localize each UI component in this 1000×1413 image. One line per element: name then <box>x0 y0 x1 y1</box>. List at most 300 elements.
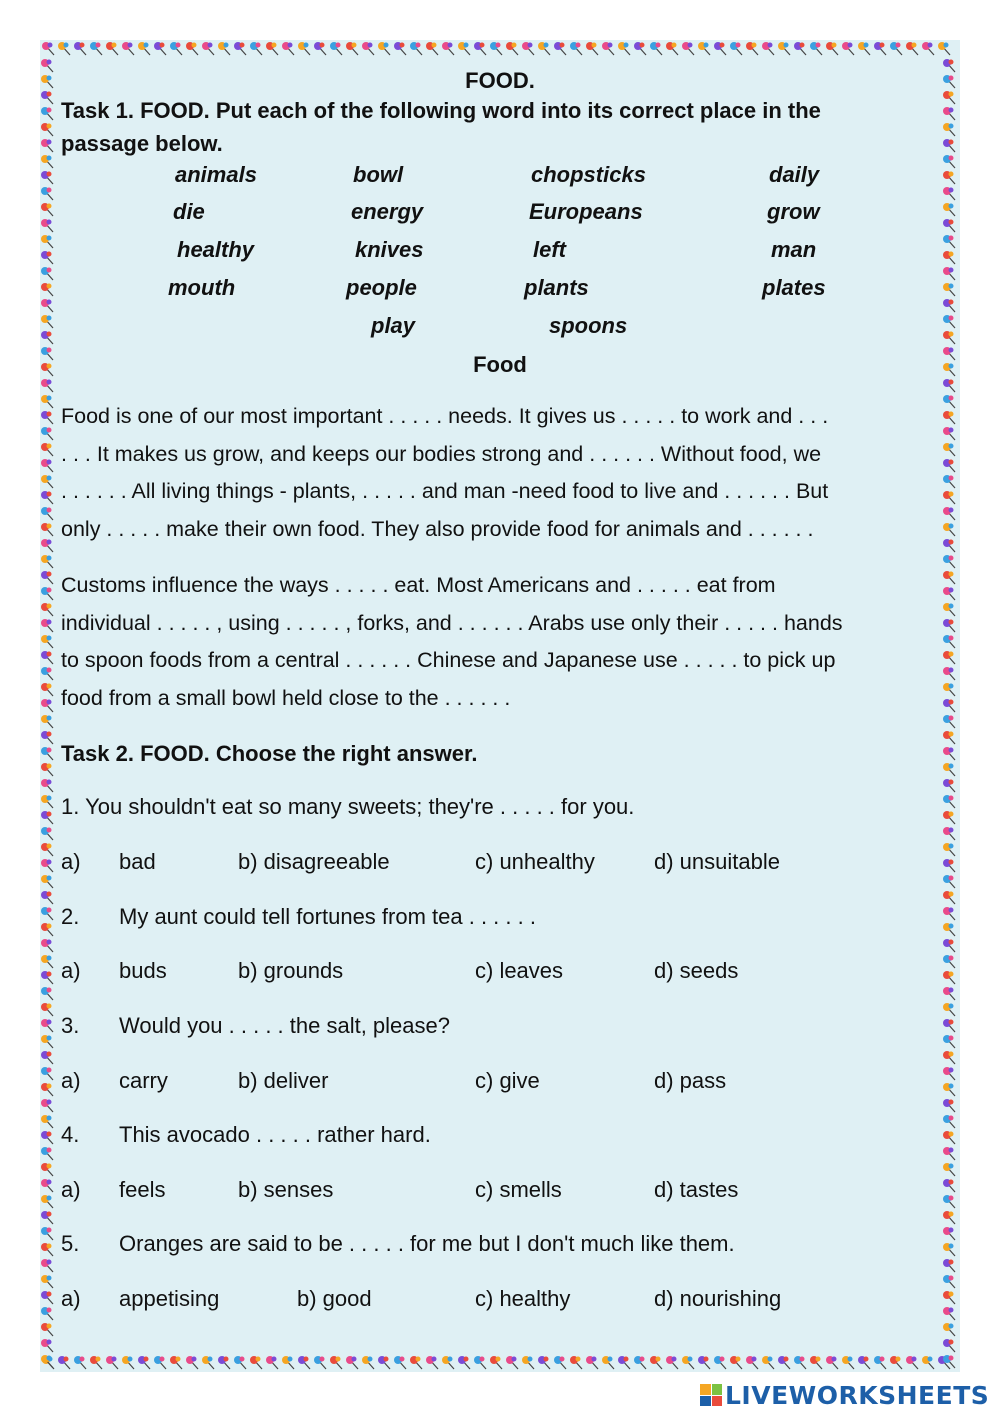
border-candy-icon <box>41 1147 53 1160</box>
border-candy-icon <box>266 1356 278 1369</box>
border-candy-icon <box>714 1356 726 1369</box>
border-candy-icon <box>570 1356 582 1369</box>
border-candy-icon <box>943 283 955 296</box>
border-candy-icon <box>298 1356 310 1369</box>
border-candy-icon <box>943 1051 955 1064</box>
border-candy-icon <box>943 459 955 472</box>
border-candy-icon <box>874 42 886 55</box>
border-candy-icon <box>730 42 742 55</box>
border-candy-icon <box>298 42 310 55</box>
border-candy-icon <box>106 42 118 55</box>
border-candy-icon <box>154 1356 166 1369</box>
border-candy-icon <box>41 507 53 520</box>
border-candy-icon <box>41 459 53 472</box>
border-candy-icon <box>218 1356 230 1369</box>
option-b[interactable]: b) good <box>297 1286 372 1311</box>
option-c[interactable]: c) give <box>475 1068 540 1093</box>
border-candy-icon <box>943 683 955 696</box>
border-candy-icon <box>943 1035 955 1048</box>
border-candy-icon <box>41 75 53 88</box>
border-candy-icon <box>943 523 955 536</box>
border-candy-icon <box>202 1356 214 1369</box>
border-candy-icon <box>41 971 53 984</box>
border-candy-icon <box>41 683 53 696</box>
border-candy-icon <box>41 811 53 824</box>
border-candy-icon <box>943 59 955 72</box>
border-candy-icon <box>234 1356 246 1369</box>
word-bank-item: man <box>771 237 817 262</box>
option-b[interactable]: b) disagreeable <box>238 849 390 874</box>
border-candy-icon <box>602 42 614 55</box>
border-candy-icon <box>250 1356 262 1369</box>
liveworksheets-logo[interactable] <box>700 1378 989 1412</box>
question-number: 2. <box>61 904 80 929</box>
border-candy-icon <box>458 42 470 55</box>
border-candy-icon <box>842 1356 854 1369</box>
border-candy-icon <box>218 42 230 55</box>
border-candy-icon <box>154 42 166 55</box>
border-candy-icon <box>682 42 694 55</box>
border-candy-icon <box>943 923 955 936</box>
question-number: 5. <box>61 1231 80 1256</box>
border-candy-icon <box>41 1163 53 1176</box>
border-candy-icon <box>810 1356 822 1369</box>
border-candy-icon <box>943 395 955 408</box>
option-d[interactable]: d) seeds <box>654 958 739 983</box>
border-candy-icon <box>826 1356 838 1369</box>
border-candy-icon <box>943 475 955 488</box>
border-candy-icon <box>41 923 53 936</box>
border-candy-icon <box>842 42 854 55</box>
passage-line: Food is one of our most important . . . . . needs. It gives us . . . . . to work and . . . <box>61 404 829 428</box>
border-candy-icon <box>122 42 134 55</box>
border-candy-icon <box>41 379 53 392</box>
border-candy-icon <box>426 1356 438 1369</box>
border-candy-icon <box>41 747 53 760</box>
question-number: 3. <box>61 1013 80 1038</box>
border-candy-icon <box>186 42 198 55</box>
border-candy-icon <box>943 1307 955 1320</box>
option-a-label: a) <box>61 1286 81 1311</box>
border-candy-icon <box>41 443 53 456</box>
border-candy-icon <box>794 42 806 55</box>
word-bank-item: chopsticks <box>531 162 646 187</box>
border-candy-icon <box>41 411 53 424</box>
border-candy-icon <box>41 939 53 952</box>
border-candy-icon <box>943 827 955 840</box>
question-5 <box>61 1231 79 1257</box>
task2-heading: Task 2. FOOD. Choose the right answer. <box>61 741 478 766</box>
border-candy-icon <box>138 42 150 55</box>
border-candy-icon <box>41 619 53 632</box>
border-candy-icon <box>426 42 438 55</box>
border-candy-icon <box>282 42 294 55</box>
border-candy-icon <box>943 939 955 952</box>
border-candy-icon <box>943 1259 955 1272</box>
border-candy-icon <box>943 1195 955 1208</box>
border-candy-icon <box>890 42 902 55</box>
border-candy-icon <box>778 1356 790 1369</box>
border-candy-icon <box>943 299 955 312</box>
word-bank-item: spoons <box>549 313 628 338</box>
option-b[interactable]: b) senses <box>238 1177 334 1202</box>
border-candy-icon <box>943 507 955 520</box>
border-candy-icon <box>810 42 822 55</box>
border-candy-icon <box>41 1051 53 1064</box>
border-candy-icon <box>943 971 955 984</box>
border-candy-icon <box>943 1099 955 1112</box>
border-candy-icon <box>250 42 262 55</box>
border-candy-icon <box>41 987 53 1000</box>
border-candy-icon <box>41 795 53 808</box>
border-candy-icon <box>943 347 955 360</box>
border-candy-icon <box>41 667 53 680</box>
border-candy-icon <box>858 1356 870 1369</box>
border-candy-icon <box>74 1356 86 1369</box>
border-candy-icon <box>41 171 53 184</box>
border-candy-icon <box>41 1243 53 1256</box>
passage-line: only . . . . . make their own food. They also provide food for animals and . . . . . . <box>61 517 814 542</box>
border-candy-icon <box>122 1356 134 1369</box>
word-bank-item: animals <box>175 162 257 187</box>
border-candy-icon <box>586 42 598 55</box>
border-candy-icon <box>41 203 53 216</box>
border-candy-icon <box>943 651 955 664</box>
border-candy-icon <box>506 1356 518 1369</box>
border-candy-icon <box>943 587 955 600</box>
border-candy-icon <box>943 987 955 1000</box>
word-bank-item: mouth <box>168 275 236 300</box>
option-a[interactable]: feels <box>119 1177 166 1202</box>
border-candy-icon <box>943 619 955 632</box>
border-candy-icon <box>41 587 53 600</box>
border-candy-icon <box>634 1356 646 1369</box>
border-candy-icon <box>943 843 955 856</box>
border-candy-icon <box>522 1356 534 1369</box>
passage-line: food from a small bowl held close to the . . . . . . <box>61 686 511 711</box>
border-candy-icon <box>458 1356 470 1369</box>
border-candy-icon <box>943 1131 955 1144</box>
border-candy-icon <box>602 1356 614 1369</box>
question-2 <box>61 904 79 930</box>
decorative-border-top <box>40 40 960 58</box>
border-candy-icon <box>943 1339 955 1352</box>
border-candy-icon <box>943 907 955 920</box>
decorative-border-right <box>942 40 960 1372</box>
border-candy-icon <box>41 475 53 488</box>
border-candy-icon <box>330 42 342 55</box>
border-candy-icon <box>41 1003 53 1016</box>
liveworksheets-logo-icon <box>700 1384 722 1406</box>
border-candy-icon <box>378 42 390 55</box>
border-candy-icon <box>41 427 53 440</box>
border-candy-icon <box>826 42 838 55</box>
option-c[interactable]: c) leaves <box>475 958 564 983</box>
border-candy-icon <box>41 1067 53 1080</box>
border-candy-icon <box>943 1291 955 1304</box>
border-candy-icon <box>41 635 53 648</box>
border-candy-icon <box>943 795 955 808</box>
border-candy-icon <box>730 1356 742 1369</box>
border-candy-icon <box>522 42 534 55</box>
border-candy-icon <box>410 42 422 55</box>
border-candy-icon <box>41 1291 53 1304</box>
border-candy-icon <box>41 363 53 376</box>
border-candy-icon <box>943 203 955 216</box>
question-number: 1. <box>61 794 80 819</box>
border-candy-icon <box>943 763 955 776</box>
border-candy-icon <box>943 571 955 584</box>
passage-paragraph-1 <box>61 398 939 549</box>
border-candy-icon <box>922 42 934 55</box>
option-a[interactable]: carry <box>119 1068 168 1093</box>
passage-paragraph-2 <box>61 567 939 718</box>
border-candy-icon <box>682 1356 694 1369</box>
decorative-border-left <box>40 40 58 1372</box>
border-candy-icon <box>138 1356 150 1369</box>
border-candy-icon <box>943 859 955 872</box>
option-b[interactable]: b) grounds <box>238 958 344 983</box>
border-candy-icon <box>490 1356 502 1369</box>
border-candy-icon <box>346 42 358 55</box>
border-candy-icon <box>762 1356 774 1369</box>
border-candy-icon <box>378 1356 390 1369</box>
border-candy-icon <box>41 1211 53 1224</box>
border-candy-icon <box>943 171 955 184</box>
border-candy-icon <box>41 187 53 200</box>
border-candy-icon <box>943 219 955 232</box>
border-candy-icon <box>41 299 53 312</box>
border-candy-icon <box>538 1356 550 1369</box>
liveworksheets-logo-text: LIVEWORKSHEETS <box>725 1380 990 1410</box>
option-a-label: a) <box>61 849 81 874</box>
border-candy-icon <box>650 42 662 55</box>
word-bank-item: healthy <box>177 237 255 262</box>
word-bank-item: play <box>371 313 416 338</box>
border-candy-icon <box>890 1356 902 1369</box>
border-candy-icon <box>41 1307 53 1320</box>
border-candy-icon <box>330 1356 342 1369</box>
border-candy-icon <box>943 635 955 648</box>
border-candy-icon <box>41 763 53 776</box>
border-candy-icon <box>943 267 955 280</box>
question-text: You shouldn't eat so many sweets; they're . . . . . for you. <box>85 794 635 819</box>
border-candy-icon <box>943 1227 955 1240</box>
border-candy-icon <box>41 395 53 408</box>
word-bank-item: left <box>533 237 566 262</box>
border-candy-icon <box>282 1356 294 1369</box>
border-candy-icon <box>41 1035 53 1048</box>
border-candy-icon <box>41 555 53 568</box>
border-candy-icon <box>474 1356 486 1369</box>
option-c[interactable]: c) unhealthy <box>475 849 595 874</box>
word-bank-item: energy <box>351 199 424 224</box>
word-bank-item: people <box>346 275 417 300</box>
border-candy-icon <box>41 91 53 104</box>
border-candy-icon <box>943 1355 955 1368</box>
word-bank-item: die <box>173 199 205 224</box>
worksheet-title: FOOD. <box>465 68 535 93</box>
border-candy-icon <box>41 347 53 360</box>
border-candy-icon <box>922 1356 934 1369</box>
border-candy-icon <box>41 699 53 712</box>
border-candy-icon <box>41 571 53 584</box>
border-candy-icon <box>314 42 326 55</box>
border-candy-icon <box>943 427 955 440</box>
border-candy-icon <box>943 379 955 392</box>
option-a-label: a) <box>61 1177 81 1202</box>
border-candy-icon <box>943 1115 955 1128</box>
border-candy-icon <box>570 42 582 55</box>
border-candy-icon <box>41 827 53 840</box>
border-candy-icon <box>41 315 53 328</box>
border-candy-icon <box>943 187 955 200</box>
border-candy-icon <box>943 555 955 568</box>
border-candy-icon <box>314 1356 326 1369</box>
border-candy-icon <box>943 779 955 792</box>
border-candy-icon <box>943 139 955 152</box>
border-candy-icon <box>41 107 53 120</box>
option-a-label: a) <box>61 1068 81 1093</box>
border-candy-icon <box>943 1179 955 1192</box>
border-candy-icon <box>943 715 955 728</box>
border-candy-icon <box>943 747 955 760</box>
border-candy-icon <box>554 1356 566 1369</box>
border-candy-icon <box>943 411 955 424</box>
task1-heading-line2: passage below. <box>61 131 223 156</box>
border-candy-icon <box>41 539 53 552</box>
task1-heading-line1: Task 1. FOOD. Put each of the following word into its correct place in the <box>61 98 821 123</box>
border-candy-icon <box>362 1356 374 1369</box>
border-candy-icon <box>41 955 53 968</box>
option-a[interactable]: bad <box>119 849 156 874</box>
word-bank-item: plates <box>762 275 826 300</box>
border-candy-icon <box>41 1083 53 1096</box>
question-text: Would you . . . . . the salt, please? <box>119 1013 450 1038</box>
border-candy-icon <box>41 1099 53 1112</box>
border-candy-icon <box>41 523 53 536</box>
border-candy-icon <box>943 315 955 328</box>
border-candy-icon <box>650 1356 662 1369</box>
border-candy-icon <box>943 1163 955 1176</box>
border-candy-icon <box>538 42 550 55</box>
border-candy-icon <box>170 42 182 55</box>
border-candy-icon <box>943 1083 955 1096</box>
border-candy-icon <box>41 251 53 264</box>
border-candy-icon <box>943 731 955 744</box>
border-candy-icon <box>943 235 955 248</box>
border-candy-icon <box>90 1356 102 1369</box>
border-candy-icon <box>634 42 646 55</box>
border-candy-icon <box>666 42 678 55</box>
border-candy-icon <box>943 539 955 552</box>
option-d[interactable]: d) pass <box>654 1068 727 1093</box>
border-candy-icon <box>506 42 518 55</box>
border-candy-icon <box>943 123 955 136</box>
option-d[interactable]: d) unsuitable <box>654 849 780 874</box>
border-candy-icon <box>106 1356 118 1369</box>
option-b[interactable]: b) deliver <box>238 1068 329 1093</box>
word-bank-item: daily <box>769 162 820 187</box>
border-candy-icon <box>41 843 53 856</box>
border-candy-icon <box>698 42 710 55</box>
border-candy-icon <box>874 1356 886 1369</box>
border-candy-icon <box>618 1356 630 1369</box>
option-c[interactable]: c) smells <box>475 1177 562 1202</box>
border-candy-icon <box>943 1003 955 1016</box>
border-candy-icon <box>943 251 955 264</box>
border-candy-icon <box>618 42 630 55</box>
option-d[interactable]: d) tastes <box>654 1177 739 1202</box>
border-candy-icon <box>266 42 278 55</box>
option-c[interactable]: c) healthy <box>475 1286 571 1311</box>
passage-line: . . . . . . All living things - plants, . . . . . and man -need food to live and . . . . . . But <box>61 479 829 504</box>
border-candy-icon <box>943 811 955 824</box>
border-candy-icon <box>943 875 955 888</box>
task1-heading <box>61 94 921 160</box>
border-candy-icon <box>943 443 955 456</box>
border-candy-icon <box>943 1243 955 1256</box>
border-candy-icon <box>41 1227 53 1240</box>
passage-line: . . . It makes us grow, and keeps our bodies strong and . . . . . . Without food, we <box>61 441 822 466</box>
border-candy-icon <box>234 42 246 55</box>
border-candy-icon <box>74 42 86 55</box>
question-3 <box>61 1013 79 1039</box>
border-candy-icon <box>586 1356 598 1369</box>
border-candy-icon <box>41 1259 53 1272</box>
question-text: Oranges are said to be . . . . . for me but I don't much like them. <box>119 1231 735 1256</box>
border-candy-icon <box>41 267 53 280</box>
question-text: My aunt could tell fortunes from tea . . . . . . <box>119 904 536 929</box>
border-candy-icon <box>943 699 955 712</box>
option-a-label: a) <box>61 958 81 983</box>
border-candy-icon <box>442 1356 454 1369</box>
border-candy-icon <box>41 59 53 72</box>
border-candy-icon <box>202 42 214 55</box>
border-candy-icon <box>943 1019 955 1032</box>
border-candy-icon <box>394 1356 406 1369</box>
option-a[interactable]: appetising <box>119 1286 220 1311</box>
border-candy-icon <box>41 1323 53 1336</box>
border-candy-icon <box>410 1356 422 1369</box>
border-candy-icon <box>746 1356 758 1369</box>
option-d[interactable]: d) nourishing <box>654 1286 782 1311</box>
border-candy-icon <box>41 859 53 872</box>
option-a[interactable]: buds <box>119 958 167 983</box>
border-candy-icon <box>41 1115 53 1128</box>
border-candy-icon <box>58 1356 70 1369</box>
border-candy-icon <box>943 91 955 104</box>
border-candy-icon <box>943 331 955 344</box>
worksheet <box>60 60 940 1352</box>
border-candy-icon <box>906 1356 918 1369</box>
border-candy-icon <box>41 1195 53 1208</box>
border-candy-icon <box>186 1356 198 1369</box>
border-candy-icon <box>170 1356 182 1369</box>
border-candy-icon <box>346 1356 358 1369</box>
border-candy-icon <box>762 42 774 55</box>
border-candy-icon <box>41 123 53 136</box>
passage-title: Food <box>473 352 527 377</box>
border-candy-icon <box>41 1179 53 1192</box>
border-candy-icon <box>41 891 53 904</box>
word-bank-item: Europeans <box>529 199 643 224</box>
border-candy-icon <box>41 731 53 744</box>
passage-line: individual . . . . . , using . . . . . , forks, and . . . . . . Arabs use only their . . . . . hands <box>61 610 843 635</box>
border-candy-icon <box>41 715 53 728</box>
border-candy-icon <box>41 1131 53 1144</box>
border-candy-icon <box>41 139 53 152</box>
